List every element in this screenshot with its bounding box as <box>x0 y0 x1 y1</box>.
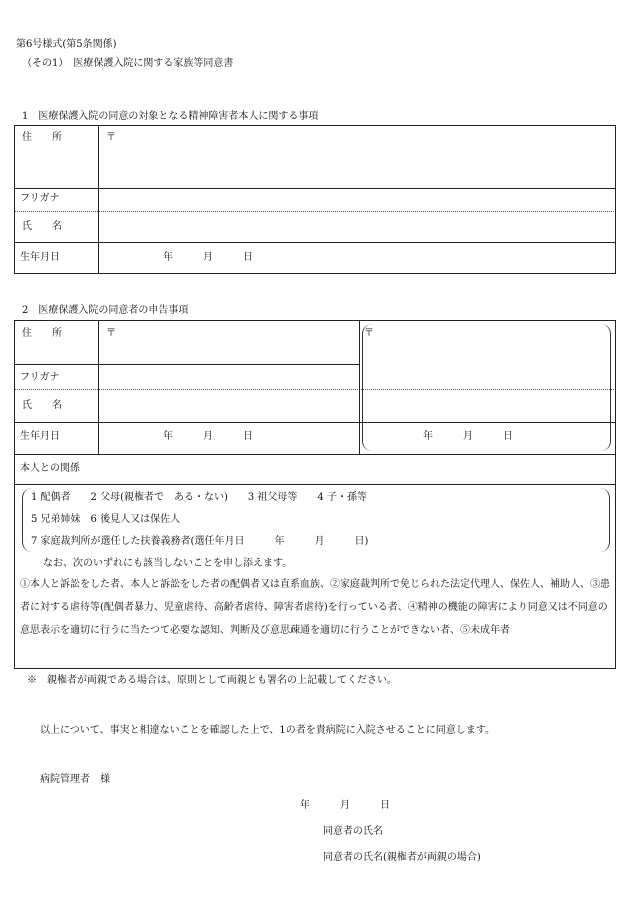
section1-name-label: 氏 名 <box>22 221 62 232</box>
section2-dob-field-right[interactable]: 年 月 日 <box>423 431 513 442</box>
section1-furigana-field[interactable] <box>100 190 610 209</box>
signer-name-label-parents: 同意者の氏名(親権者が両親の場合) <box>323 852 481 863</box>
section1-address-field[interactable] <box>100 140 610 184</box>
section1-address-label: 住 所 <box>22 132 62 143</box>
declaration-text: なお、次のいずれにも該当しないことを申し添えます。 <box>43 558 293 569</box>
relation-options-line2[interactable]: 5 兄弟姉妹 6 後見人又は保佐人 <box>31 514 181 525</box>
relation-label: 本人との関係 <box>20 463 80 474</box>
section2-furigana-field[interactable] <box>100 367 355 387</box>
section1-dob-field[interactable]: 年 月 日 <box>163 252 253 263</box>
section2-dob-label: 生年月日 <box>20 431 60 442</box>
section2-furigana-label: フリガナ <box>20 372 60 383</box>
section2-address-label: 住 所 <box>22 328 62 339</box>
hospital-addressee: 病院管理者 様 <box>40 774 110 785</box>
relation-options-line1[interactable]: 1 配偶者 2 父母(親権者で ある・ない) 3 祖父母等 4 子・孫等 <box>31 492 367 503</box>
disqualification-conditions: ①本人と訴訟をした者、本人と訴訟をした者の配偶者又は直系血族、②家庭裁判所で免じられた法定代理人、保佐人、補助人、③患者に対する虐待等(配偶者暴力、児童虐待、高齢者虐待、障害者虐待)を行っている者、④精神の機能の障害により同意又は不同意の意思表示を適切に行うに当たつて必要な認知、判断及び意思疎通を適切に行うことができない者、⑤未成年者 <box>20 579 610 636</box>
section2-address-field[interactable] <box>100 338 355 362</box>
section2-name-field[interactable] <box>100 392 355 420</box>
section1-name-field[interactable] <box>100 214 610 240</box>
section2-dob-field[interactable]: 年 月 日 <box>163 431 253 442</box>
signature-date[interactable]: 年 月 日 <box>300 800 390 811</box>
section2-heading: 2 医療保護入院の同意者の申告事項 <box>22 305 189 316</box>
parental-note: ※ 親権者が両親である場合は、原則として両親とも署名の上記載してください。 <box>27 675 397 686</box>
form-title: （その1） 医療保護入院に関する家族等同意書 <box>22 58 234 69</box>
section1-postal-mark: 〒 <box>106 132 116 143</box>
consent-statement: 以上について、事実と相違ないことを確認した上で、1の者を貴病院に入院させることに同意します。 <box>40 725 495 736</box>
section1-dob-label: 生年月日 <box>20 252 60 263</box>
relation-options-line3[interactable]: 7 家庭裁判所が選任した扶養義務者(選任年月日 年 月 日) <box>31 536 369 547</box>
section2-postal-mark-right: 〒 <box>364 328 374 339</box>
section1-heading: 1 医療保護入院の同意の対象となる精神障害者本人に関する事項 <box>22 111 319 122</box>
section1-furigana-label: フリガナ <box>20 193 60 204</box>
section2-name-label: 氏 名 <box>22 400 62 411</box>
signer-name-label: 同意者の氏名 <box>323 826 383 837</box>
form-number: 第6号様式(第5条関係) <box>16 39 117 50</box>
section2-postal-mark: 〒 <box>106 328 116 339</box>
